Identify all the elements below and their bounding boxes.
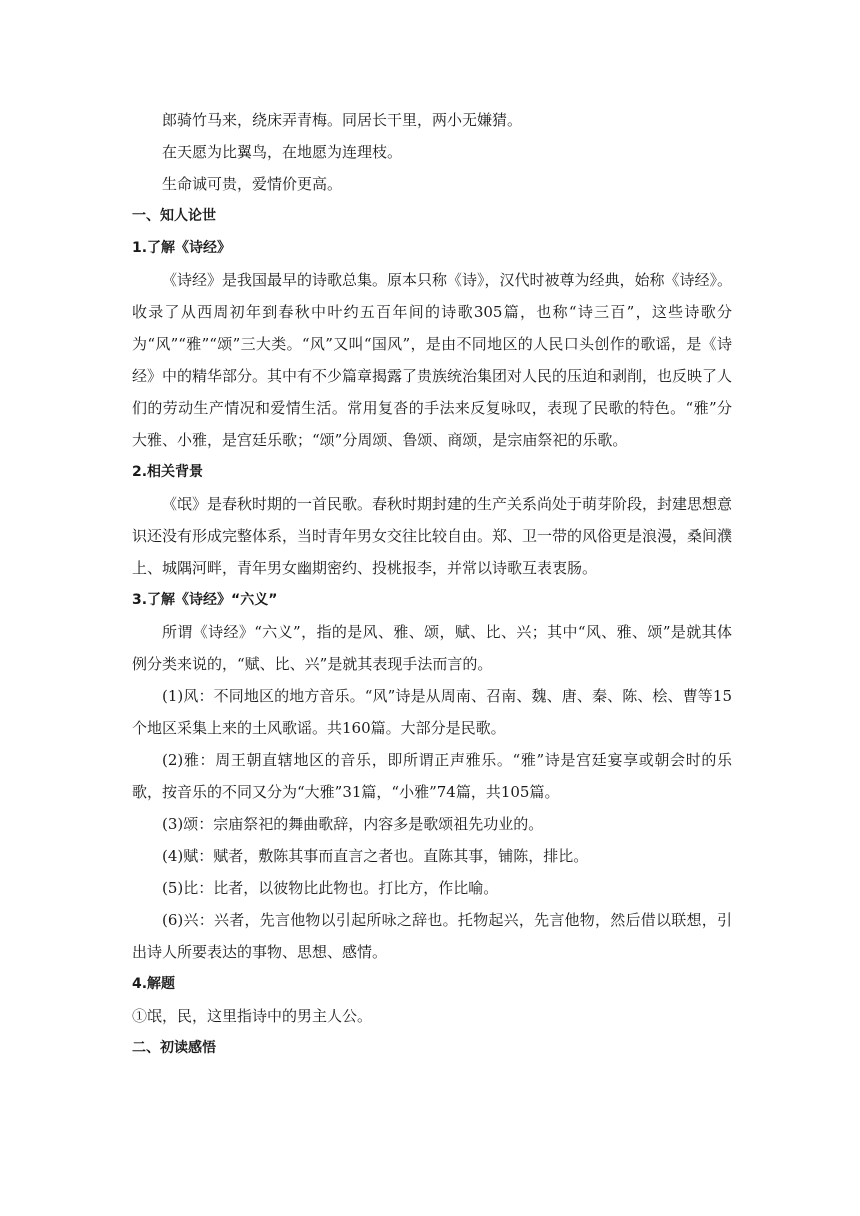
paragraph-shijing: 《诗经》是我国最早的诗歌总集。原本只称《诗》，汉代时被尊为经典，始称《诗经》。收录了从西周初年到春秋中叶约五百年间的诗歌305篇，也称“诗三百”，这些诗歌分为“风”“雅”“颂”三大类。“风”又叫“国风”，是由不同地区的人民口头创作的歌谣，是《诗经》中的精华部分。其中有不少篇章揭露了贵族统治集团对人民的压迫和剥削，也反映了人们的劳动生产情况和爱情生活。常用复沓的手法来反复咏叹，表现了民歌的特色。“雅”分大雅、小雅，是宫廷乐歌；“颂”分周颂、鲁颂、商颂，是宗庙祭祀的乐歌。: [132, 271, 733, 449]
subheading-background: 2.相关背景: [132, 464, 204, 480]
subheading-liuyi: 3.了解《诗经》“六义”: [132, 592, 278, 608]
paragraph-background: 《氓》是春秋时期的一首民歌。春秋时期封建的生产关系尚处于萌芽阶段，封建思想意识还没有形成完整体系，当时青年男女交往比较自由。郑、卫一带的风俗更是浪漫，桑间濮上、城隅河畔，青年男女幽期密约、投桃报李，并常以诗歌互表衷肠。: [132, 495, 733, 577]
section-heading-1: 一、知人论世: [132, 208, 216, 224]
list-item-bi: (5)比：比者，以彼物比此物也。打比方，作比喻。: [162, 879, 499, 897]
subheading-jieti: 4.解题: [132, 976, 176, 992]
list-item-fu: (4)赋：赋者，敷陈其事而直言之者也。直陈其事，铺陈，排比。: [162, 847, 589, 865]
paragraph-liuyi-intro: 所谓《诗经》“六义”，指的是风、雅、颂，赋、比、兴；其中“风、雅、颂”是就其体例分类来说的，“赋、比、兴”是就其表现手法而言的。: [132, 623, 732, 673]
document-body: [132, 104, 732, 1064]
list-item-song: (3)颂：宗庙祭祀的舞曲歌辞，内容多是歌颂祖先功业的。: [162, 815, 544, 833]
poem-line: 郎骑竹马来，绕床弄青梅。同居长干里，两小无嫌猜。: [162, 111, 523, 129]
list-item-feng: (1)风：不同地区的地方音乐。“风”诗是从周南、召南、魏、唐、秦、陈、桧、曹等15个地区采集上来的土风歌谣。共160篇。大部分是民歌。: [132, 687, 732, 737]
poem-line: 生命诚可贵，爱情价更高。: [162, 175, 343, 193]
paragraph-jieti: ①氓，民，这里指诗中的男主人公。: [132, 1007, 373, 1025]
poem-line: 在天愿为比翼鸟，在地愿为连理枝。: [162, 143, 403, 161]
list-item-xing: (6)兴：兴者，先言他物以引起所咏之辞也。托物起兴，先言他物，然后借以联想，引出诗人所要表达的事物、思想、感情。: [132, 911, 732, 961]
section-heading-2: 二、初读感悟: [132, 1040, 216, 1056]
list-item-ya: (2)雅：周王朝直辖地区的音乐，即所谓正声雅乐。“雅”诗是宫廷宴享或朝会时的乐歌，按音乐的不同又分为“大雅”31篇，“小雅”74篇，共105篇。: [132, 751, 732, 801]
subheading-shijing: 1.了解《诗经》: [132, 240, 232, 256]
